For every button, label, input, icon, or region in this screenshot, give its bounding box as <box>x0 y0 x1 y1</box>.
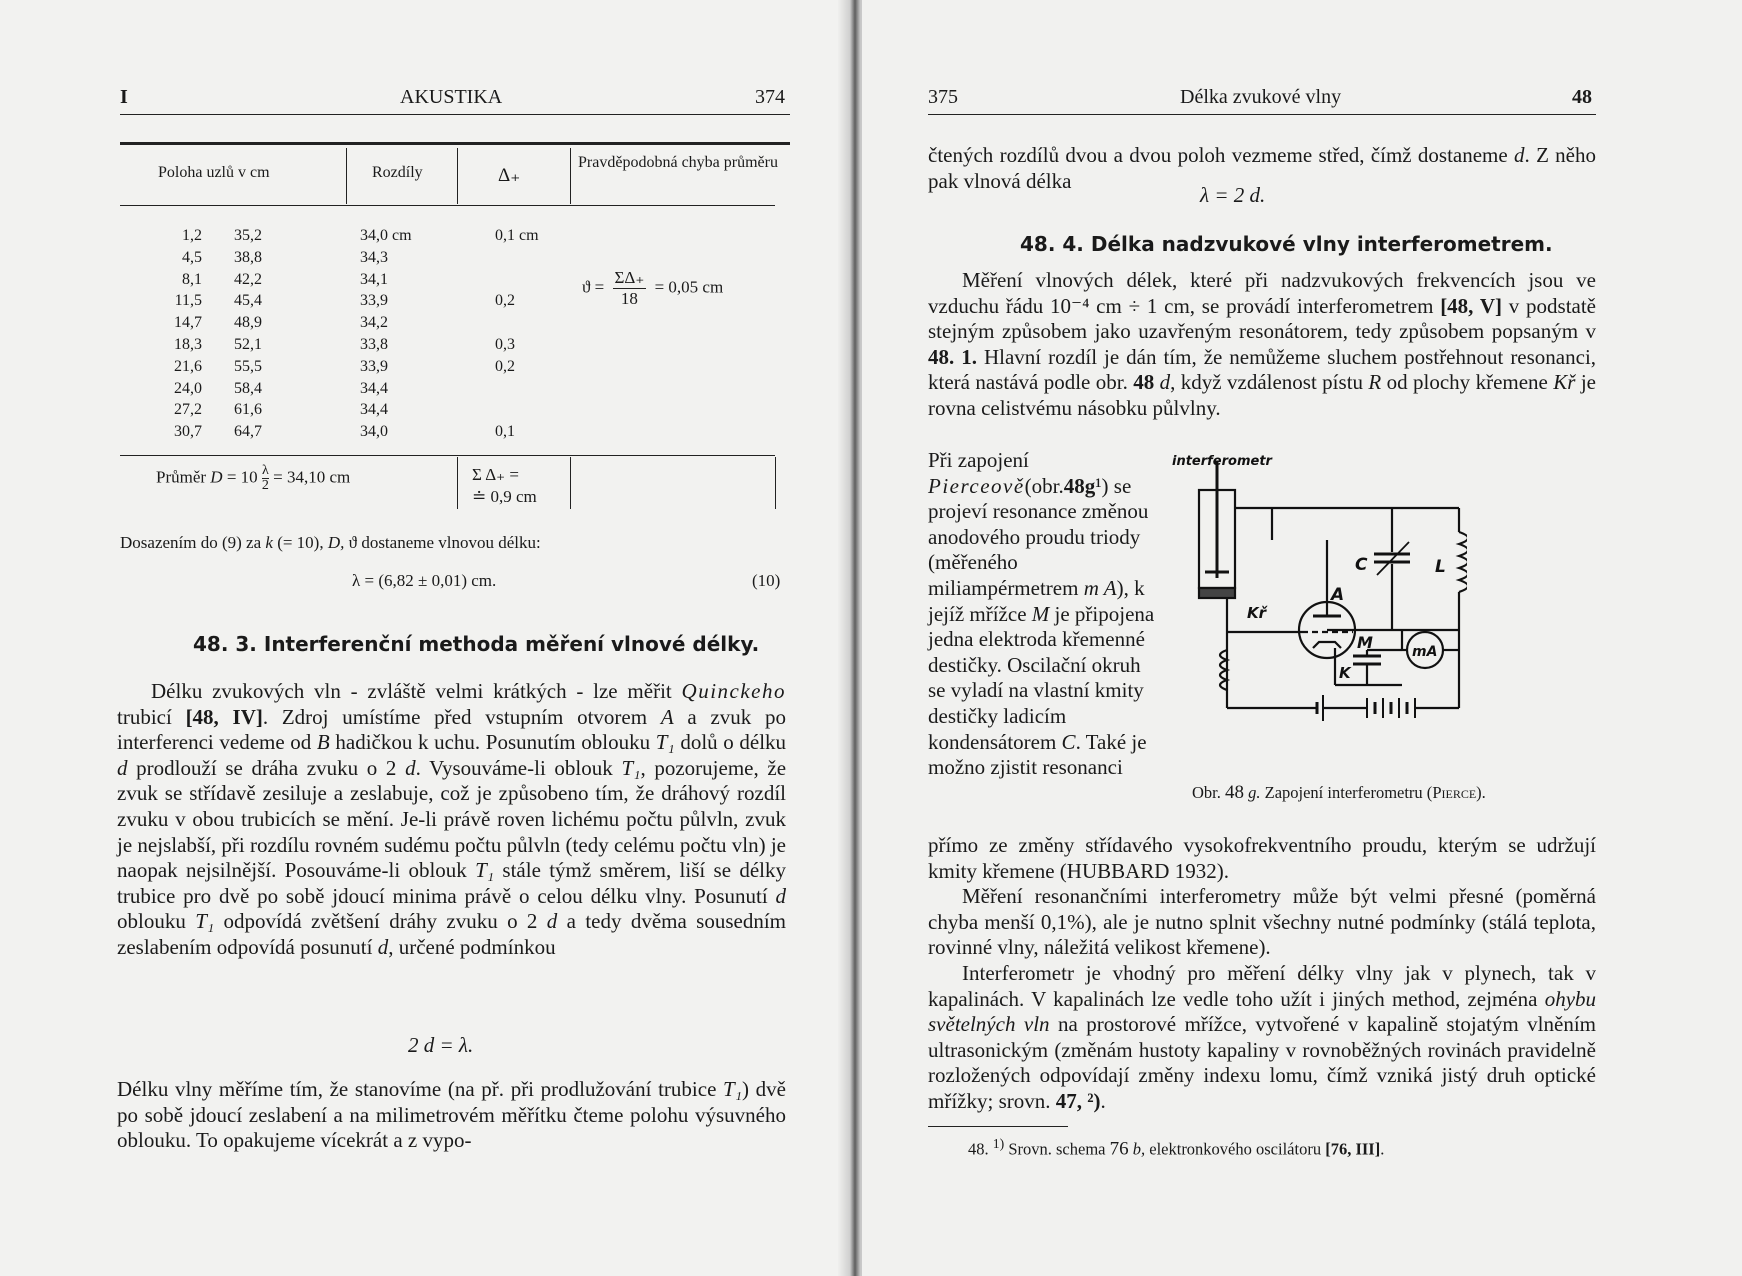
column-differences <box>360 225 460 443</box>
sum-top: Σ Δ₊ = <box>472 465 519 484</box>
substitution-line: Dosazením do (9) za k (= 10), D, ϑ dostaneme vlnovou délku: <box>120 533 541 552</box>
mean-value: = 34,10 cm <box>273 467 351 487</box>
sum-cell <box>472 464 537 508</box>
table-cell: 34,1 <box>360 270 388 288</box>
paragraph-interferometer: Měření vlnových délek, které při nadzvukových frekvencích jsou ve vzduchu řádu 10⁻⁴ cm ÷ 1 cm, se provádí interferometrem [48, V] v podstatě stejným způsobem jako uzavřeným resonátorem, tedy způsobem popsaným v 48. 1. Hlavní rozdíl je dán tím, že nemůžeme sluchem postřehnout resonanci, která nastává podle obr. 48 d, když vzdálenost pístu R od plochy křemene Kř je rovna celistvému násobku půlvlny. <box>928 268 1597 420</box>
table-cell: 35,2 <box>234 227 262 244</box>
paragraph-continuation: čtených rozdílů dvou a dvou poloh vezmeme střed, čímž dostaneme d. Z něho pak vlnová délka <box>928 143 1597 193</box>
paragraph-hubbard: přímo ze změny střídavého vysokofrekventního proudu, kterým se udržují kmity křemene (HUBBARD 1932). <box>928 833 1596 883</box>
error-rhs: = 0,05 cm <box>654 277 724 297</box>
page-number: 375 <box>928 86 958 108</box>
table-cell: 64,7 <box>234 423 262 441</box>
table-cell <box>495 247 565 269</box>
footnote-rule <box>928 1126 1068 1127</box>
table-cell: 24,0 <box>174 379 202 397</box>
sum-bottom: ≐ 0,9 cm <box>472 487 537 506</box>
table-cell: 34,2 <box>360 314 388 332</box>
equation-2d: 2 d = λ. <box>408 1033 474 1057</box>
table-cell: 34,0 <box>360 423 388 441</box>
table-cell: 0,2 <box>495 357 515 375</box>
figure-caption: Obr. 48 g. Zapojení interferometru (Pierce). <box>1192 782 1486 803</box>
table-cell: 34,4 <box>360 401 388 419</box>
table-header-rule <box>120 205 775 206</box>
label-K: K <box>1339 664 1351 682</box>
header-differences: Rozdíly <box>372 164 423 181</box>
error-formula <box>582 268 723 309</box>
header-position: Poloha uzlů v cm <box>158 164 270 181</box>
table-cell: 4,5 <box>182 248 202 266</box>
quartz-crystal <box>1199 588 1235 598</box>
table-cell: 55,5 <box>234 357 262 375</box>
table-cell <box>495 269 565 291</box>
table-cell: 34,4 <box>360 379 388 397</box>
mean-row <box>156 464 350 493</box>
table-cell: 34,3 <box>360 248 388 266</box>
mean-variable: D <box>210 467 223 487</box>
mean-two: 2 <box>261 478 269 493</box>
table-cell: 42,2 <box>234 270 262 288</box>
table-cell: 11,5 <box>174 292 202 310</box>
header-delta: Δ₊ <box>498 165 521 186</box>
error-lhs: ϑ = <box>582 277 605 297</box>
table-cell: 1,2 <box>182 227 202 244</box>
inductor-coil <box>1459 532 1467 592</box>
label-mA: mA <box>1412 644 1438 660</box>
table-cell: 0,2 <box>495 292 515 310</box>
paragraph-precision: Měření resonančními interferometry může být velmi přesné (poměrná chyba menší 0,1%), ale je nutno splnit všechny nutné podmínky (stálá teplota, rovinné vlny, náležitá velikost křemene). <box>928 884 1596 960</box>
table-cell: 0,1 <box>495 423 515 441</box>
label-A: A <box>1331 585 1345 605</box>
right-page <box>862 0 1742 1276</box>
mean-label: Průměr <box>156 467 207 487</box>
section-heading-48-4: 48. 4. Délka nadzvukové vlny interferometrem. <box>1020 232 1553 256</box>
table-cell: 45,4 <box>234 292 262 310</box>
mean-lambda: λ <box>262 463 269 478</box>
label-interferometr: interferometr <box>1172 454 1272 469</box>
mean-eq: = 10 <box>226 467 258 487</box>
table-footer-rule <box>120 455 775 456</box>
running-title: Délka zvukové vlny <box>1180 86 1342 108</box>
label-Kr: Kř <box>1247 604 1267 622</box>
table-cell <box>495 378 565 400</box>
column-delta <box>495 225 565 443</box>
table-cell: 34,0 cm <box>360 227 412 244</box>
table-cell: 14,7 <box>174 314 202 332</box>
footnote: 48. $^{1)}$ Srovn. schema 76 b, elektronkového oscilátoru [76, III]. <box>968 1136 1385 1160</box>
label-C: C <box>1355 555 1368 575</box>
equation-10: λ = (6,82 ± 0,01) cm. <box>352 571 497 590</box>
section-heading-48-3: 48. 3. Interferenční methoda měření vlnové délky. <box>193 632 760 656</box>
table-cell: 38,8 <box>234 248 262 266</box>
left-page <box>0 0 855 1276</box>
header-error: Pravděpodobná chyba průměru <box>578 154 778 171</box>
table-cell: 33,9 <box>360 292 388 310</box>
equation-10-number: (10) <box>752 571 781 590</box>
table-top-rule <box>120 142 790 145</box>
paragraph-quincke: Délku zvukových vln - zvláště velmi krátkých - lze měřit Quinckeho trubicí [48, IV]. Zdroj umístíme před vstupním otvorem A a zvuk po interferenci vedeme od B hadičkou k uchu. Posunutím oblouku T₁ dolů o délku d prodlouží se dráha zvuku o 2 d. Vysouváme-li oblouk T₁, pozorujeme, že zvuk se střídavě zesiluje a zeslabuje, což je způsobeno tím, že dráhový rozdíl zvuku v obou trubicích se mění. Je-li právě roven lichému počtu půlvln, zvuk je nejslabší, při rozdílu rovném sudému počtu půlvln (tedy celému počtu vln) je naopak nejsilnější. Posouváme-li oblouk T₁ stále týmž směrem, liší se délky trubice pro dvě po sobě jdoucí minima právě o celou délku vlny. Posunutí d oblouku T₁ odpovídá zvětšení dráhy zvuku o 2 d a tedy dvěma sousedním zeslabením odpovídá posunutí d, určené podmínkou <box>117 679 787 959</box>
paragraph-measure: Délku vlny měříme tím, že stanovíme (na př. při prodlužování trubice T₁) dvě po sobě jdoucí zeslabení a na milimetrovém měřítku čteme polohu výsuvného oblouku. To opakujeme vícekrát a z vypo- <box>117 1077 786 1153</box>
table-cell: 8,1 <box>182 270 202 288</box>
table-cell: 58,4 <box>234 379 262 397</box>
error-denominator: 18 <box>620 289 638 308</box>
header-rule <box>928 114 1596 115</box>
table-cell: 30,7 <box>174 423 202 441</box>
table-cell: 33,9 <box>360 357 388 375</box>
part-number: I <box>120 86 128 108</box>
circuit-diagram <box>1167 450 1467 770</box>
paragraph-pierce: Při zapojení Pierceově(obr.48g¹) se projeví resonance změnou anodového proudu triody (měřeného miliampérmetrem m A), k jejíž mřížce M je připojena jedna elektroda křemenné destičky. Oscilační okruh se vyladí na vlastní kmity destičky ladicím kondensátorem C. Také je možno zjistit resonanci <box>928 448 1155 780</box>
equation-lambda: λ = 2 d. <box>1200 183 1266 207</box>
page-number: 374 <box>755 86 785 108</box>
measurement-table <box>120 142 790 512</box>
table-cell: 52,1 <box>234 335 262 353</box>
table-cell: 0,1 cm <box>495 227 539 244</box>
section-number: 48 <box>1572 86 1592 108</box>
table-cell: 18,3 <box>174 335 202 353</box>
table-cell: 27,2 <box>174 401 202 419</box>
table-cell: 61,6 <box>234 401 262 419</box>
table-cell <box>495 312 565 334</box>
table-cell: 21,6 <box>174 357 202 375</box>
label-L: L <box>1435 557 1446 577</box>
column-position-1 <box>160 225 202 443</box>
column-position-2 <box>220 225 262 443</box>
error-numerator: ΣΔ₊ <box>614 268 645 287</box>
table-cell: 0,3 <box>495 335 515 353</box>
header-rule <box>120 114 790 115</box>
running-title: AKUSTIKA <box>400 86 503 108</box>
label-M: M <box>1357 633 1373 652</box>
table-cell: 33,8 <box>360 335 388 353</box>
paragraph-liquids: Interferometr je vhodný pro měření délky vlny jak v plynech, tak v kapalinách. V kapalinách lze vedle toho užít i jiných method, zejména ohybu světelných vln na prostorové mřížce, vytvořené v kapalině stojatým vlněním ultrasonickým (změnám hustoty kapaliny v rovnoběžných rovinách pravidelně rozložených odpovídají změny indexu lomu, čímž vzniká jistý druh optické mřížky; srovn. 47, ²). <box>928 961 1597 1113</box>
table-cell <box>495 399 565 421</box>
table-cell: 48,9 <box>234 314 262 332</box>
